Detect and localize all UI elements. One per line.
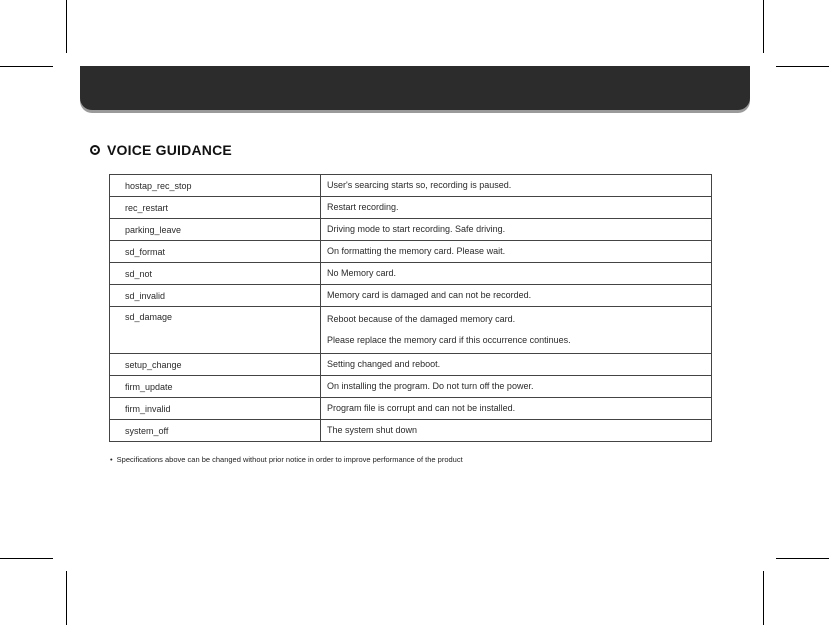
guidance-message: Driving mode to start recording. Safe driving. xyxy=(327,224,506,234)
guidance-key-cell xyxy=(110,398,321,420)
guidance-key: sd_not xyxy=(125,268,153,279)
guidance-message-cell xyxy=(321,376,712,398)
crop-mark xyxy=(66,571,67,625)
guidance-message-cell xyxy=(321,219,712,241)
guidance-message-cell xyxy=(321,263,712,285)
guidance-message-cell xyxy=(321,175,712,197)
guidance-key: setup_change xyxy=(125,359,182,370)
guidance-key-cell xyxy=(110,241,321,263)
crop-mark xyxy=(66,0,67,53)
guidance-message-cell xyxy=(321,197,712,219)
crop-mark xyxy=(763,571,764,625)
guidance-message-cell xyxy=(321,354,712,376)
guidance-message: Restart recording. xyxy=(327,202,399,212)
guidance-key-cell xyxy=(110,219,321,241)
crop-mark xyxy=(763,0,764,53)
crop-mark xyxy=(776,558,829,559)
guidance-key-cell xyxy=(110,376,321,398)
footnote-text: Specifications above can be changed without prior notice in order to improve performance of the product xyxy=(116,455,463,464)
guidance-message: User's searcing starts so, recording is paused. xyxy=(327,180,512,190)
guidance-key: parking_leave xyxy=(125,224,182,235)
table-row xyxy=(110,197,712,219)
guidance-key: firm_update xyxy=(125,381,173,392)
guidance-key-cell xyxy=(110,175,321,197)
section-title xyxy=(90,141,232,159)
table-row xyxy=(110,263,712,285)
footnote-bullet: • xyxy=(110,455,113,464)
guidance-key-cell xyxy=(110,263,321,285)
guidance-message-cell xyxy=(321,307,712,354)
target-bullet-icon xyxy=(90,145,100,155)
guidance-key-cell xyxy=(110,197,321,219)
guidance-message: Program file is corrupt and can not be installed. xyxy=(327,403,516,413)
guidance-message: Reboot because of the damaged memory card. xyxy=(327,314,516,324)
header-band xyxy=(80,66,750,110)
crop-mark xyxy=(0,66,53,67)
table-row xyxy=(110,219,712,241)
guidance-key: hostap_rec_stop xyxy=(125,180,192,191)
guidance-message: No Memory card. xyxy=(327,268,397,278)
guidance-key-cell xyxy=(110,285,321,307)
guidance-key-cell xyxy=(110,354,321,376)
crop-mark xyxy=(0,558,53,559)
guidance-key: system_off xyxy=(125,425,169,436)
table-row xyxy=(110,175,712,197)
guidance-message-cell xyxy=(321,241,712,263)
guidance-key: firm_invalid xyxy=(125,403,171,414)
table-row xyxy=(110,376,712,398)
voice-guidance-table xyxy=(109,174,712,442)
guidance-message: On installing the program. Do not turn off the power. xyxy=(327,381,534,391)
guidance-key: rec_restart xyxy=(125,202,169,213)
crop-mark xyxy=(776,66,829,67)
table-row xyxy=(110,420,712,442)
guidance-message-cell xyxy=(321,285,712,307)
guidance-message: Please replace the memory card if this occurrence continues. xyxy=(327,335,571,345)
table-row xyxy=(110,398,712,420)
guidance-message: Setting changed and reboot. xyxy=(327,359,441,369)
guidance-message-cell xyxy=(321,420,712,442)
table-row xyxy=(110,285,712,307)
guidance-key-cell xyxy=(110,307,321,354)
guidance-key: sd_damage xyxy=(125,312,173,322)
guidance-key: sd_invalid xyxy=(125,290,166,301)
guidance-message: On formatting the memory card. Please wait. xyxy=(327,246,506,256)
guidance-message-cell xyxy=(321,398,712,420)
section-title-text: VOICE GUIDANCE xyxy=(107,142,232,158)
guidance-message: Memory card is damaged and can not be recorded. xyxy=(327,290,532,300)
footnote xyxy=(110,455,463,464)
table-row xyxy=(110,354,712,376)
guidance-message: The system shut down xyxy=(327,425,418,435)
guidance-key: sd_format xyxy=(125,246,166,257)
table-row xyxy=(110,307,712,354)
table-row xyxy=(110,241,712,263)
guidance-key-cell xyxy=(110,420,321,442)
